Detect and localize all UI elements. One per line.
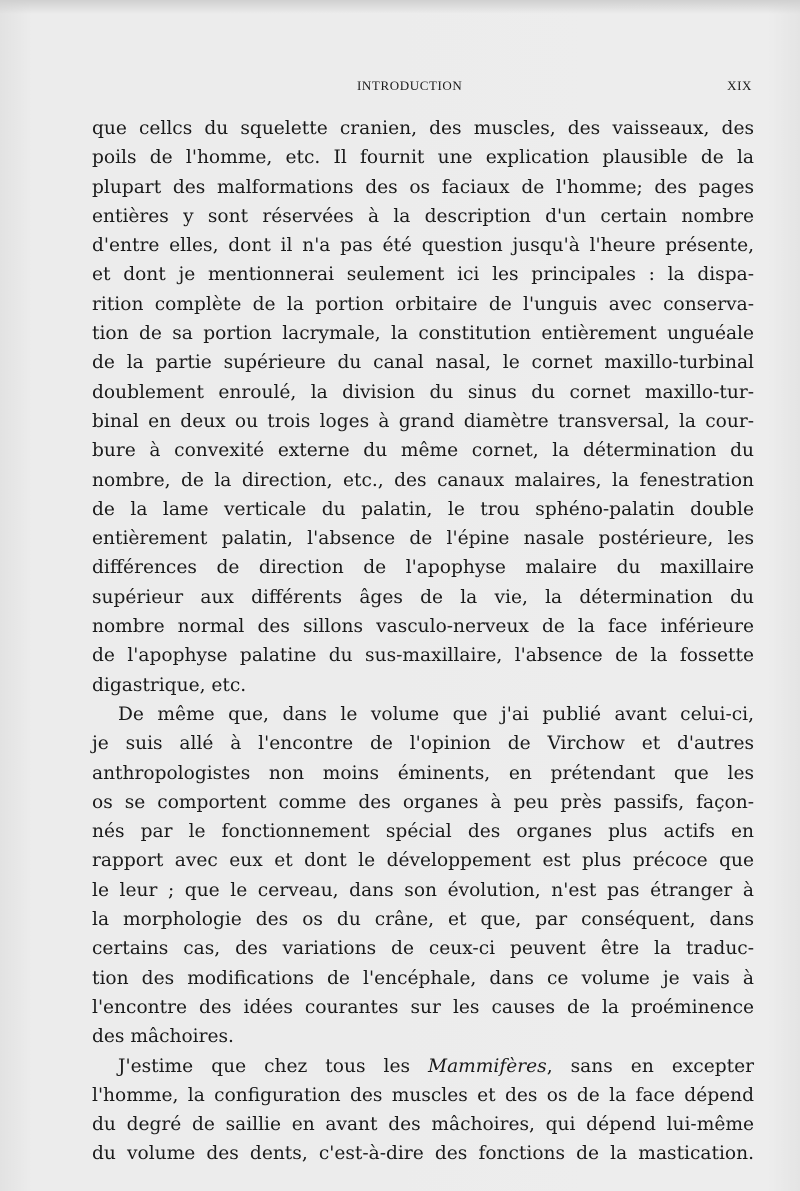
text-line: je suis allé à l'encontre de l'opinion de Virchow et d'autres — [92, 733, 754, 755]
text-line: du degré de saillie en avant des mâchoires, qui dépend lui-même — [92, 1114, 754, 1136]
text-line: poils de l'homme, etc. Il fournit une explication plausible de la — [92, 147, 754, 169]
text-span: J'estime que chez tous les — [118, 1055, 429, 1077]
text-line: certains cas, des variations de ceux-ci peuvent être la traduc- — [92, 938, 754, 960]
body-text — [92, 114, 754, 1169]
text-line: tion des modifications de l'encéphale, dans ce volume je vais à — [92, 967, 754, 989]
text-line: entièrement palatin, l'absence de l'épine nasale postérieure, les — [92, 528, 754, 550]
text-line: anthropologistes non moins éminents, en prétendant que les — [92, 762, 754, 784]
text-line: supérieur aux différents âges de la vie, la détermination du — [92, 586, 754, 608]
text-line: de la partie supérieure du canal nasal, le cornet maxillo-turbinal — [92, 352, 754, 374]
page-edge-shadow — [0, 0, 800, 14]
text-line: bure à convexité externe du même cornet, la détermination du — [92, 440, 754, 462]
text-line: l'homme, la configuration des muscles et des os de la face dépend — [92, 1084, 754, 1106]
page-number: XIX — [727, 78, 752, 93]
text-line: De même que, dans le volume que j'ai publié avant celui-ci, — [118, 703, 754, 725]
text-span: , sans en excepter — [546, 1055, 754, 1077]
text-line: et dont je mentionnerai seulement ici les principales : la dispa- — [92, 264, 754, 286]
text-line: l'encontre des idées courantes sur les causes de la proéminence — [92, 996, 754, 1018]
text-line: tion de sa portion lacrymale, la constitution entièrement unguéale — [92, 323, 754, 345]
text-line: digastrique, etc. — [92, 674, 247, 696]
text-line: le leur ; que le cerveau, dans son évolution, n'est pas étranger à — [92, 879, 754, 901]
text-line: rapport avec eux et dont le développement est plus précoce que — [92, 850, 754, 872]
text-line: de la lame verticale du palatin, le trou sphéno-palatin double — [92, 498, 754, 520]
text-line: doublement enroulé, la division du sinus du cornet maxillo-tur- — [92, 381, 754, 403]
italic-term: Mammifères — [428, 1055, 547, 1077]
text-line: entières y sont réservées à la description d'un certain nombre — [92, 205, 754, 227]
text-line: différences de direction de l'apophyse malaire du maxillaire — [92, 557, 754, 579]
text-line: nombre, de la direction, etc., des canaux malaires, la fenestration — [92, 469, 754, 491]
text-line — [92, 1052, 754, 1081]
running-title: INTRODUCTION — [357, 78, 463, 93]
text-line: nés par le fonctionnement spécial des organes plus actifs en — [92, 821, 754, 843]
paragraph-1 — [92, 114, 754, 700]
text-line: plupart des malformations des os faciaux de l'homme; des pages — [92, 176, 754, 198]
text-line: binal en deux ou trois loges à grand diamètre transversal, la cour- — [92, 410, 754, 432]
paragraph-3 — [92, 1052, 754, 1169]
text-line: rition complète de la portion orbitaire de l'unguis avec conserva- — [92, 293, 754, 315]
text-line: du volume des dents, c'est-à-dire des fonctions de la mastication. — [92, 1143, 754, 1165]
text-line: que cellcs du squelette cranien, des muscles, des vaisseaux, des — [92, 118, 754, 139]
text-line: de l'apophyse palatine du sus-maxillaire, l'absence de la fossette — [92, 645, 754, 667]
text-line: des mâchoires. — [92, 1026, 234, 1048]
paragraph-2 — [92, 700, 754, 1052]
text-line: nombre normal des sillons vasculo-nerveux de la face inférieure — [92, 616, 754, 638]
running-head — [92, 78, 754, 100]
text-line: d'entre elles, dont il n'a pas été question jusqu'à l'heure présente, — [92, 235, 754, 257]
text-line: la morphologie des os du crâne, et que, par conséquent, dans — [92, 909, 754, 931]
text-line: os se comportent comme des organes à peu près passifs, façon- — [92, 791, 754, 813]
